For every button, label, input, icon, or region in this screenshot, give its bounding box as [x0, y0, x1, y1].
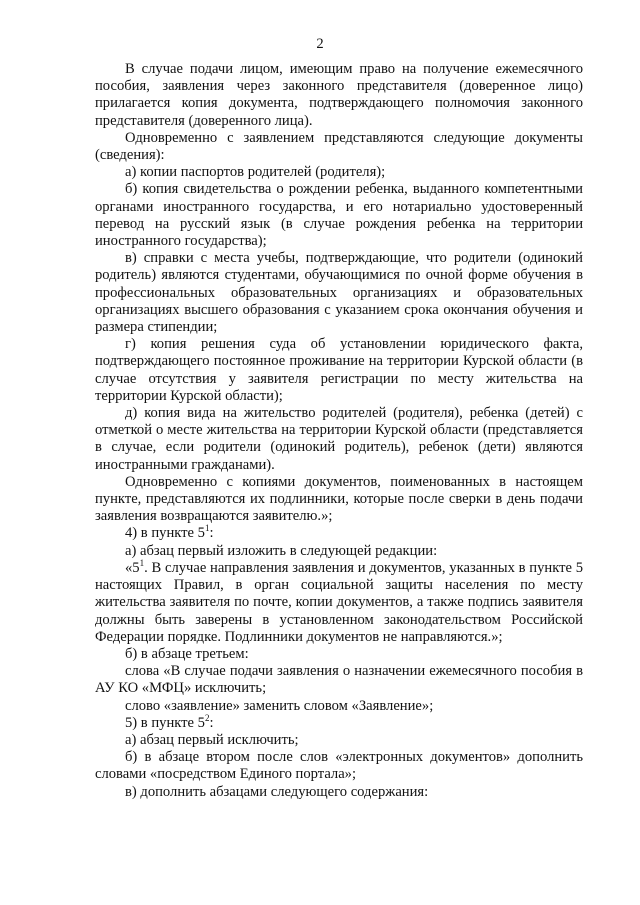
list-item: в) справки с места учебы, подтверждающие, что родители (одинокий родитель) являются студентами, обучающимися по очной форме обучения в профессиональных образовательных организациях и образовательных организациях высшего образования с указанием срока окончания обучения и размера стипендии; [95, 250, 583, 336]
amendment-subitem: б) в абзаце третьем: [125, 645, 249, 662]
amendment-subitem: а) абзац первый изложить в следующей редакции: [125, 542, 438, 559]
list-item: г) копия решения суда об установлении юридического факта, подтверждающего постоянное проживание на территории Курской области (в случае отсутствия у заявителя регистрации по месту жительства на территории Курской области); [95, 336, 583, 404]
paragraph: Одновременно с копиями документов, поименованных в настоящем пункте, представляются их подлинники, которые после сверки в день подачи заявления возвращаются заявителю.»; [95, 473, 583, 525]
list-item: б) копия свидетельства о рождении ребенка, выданного компетентными органами иностранного государства, и его нотариально удостоверенный перевод на русский язык (в случае рождения ребенка на территории иностранного государства); [95, 181, 583, 250]
quoted-new-text: «$5^1$. В случае направления заявления и документов, указанных в пункте 5 настоящих Правил, в орган социальной защиты населения по месту жительства заявителя по почте, копии документов, а также подпись заявителя должны быть заверены в установленном законодательством Российской Федерации порядке. Подлинники документов не направляются.»; [95, 558, 583, 645]
list-item: д) копия вида на жительство родителей (родителя), ребенка (детей) с отметкой о месте жительства на территории Курской области (представляется в случае, если родители (одинокий родитель), ребенок (дети) являются иностранными гражданами). [95, 405, 583, 473]
paragraph: Одновременно с заявлением представляются следующие документы (сведения): [95, 129, 583, 164]
list-item: а) копии паспортов родителей (родителя); [125, 164, 386, 181]
amendment-item-5: 5) в пункте $5^2$: [125, 712, 214, 731]
paragraph: слово «заявление» заменить словом «Заявление»; [125, 697, 434, 714]
amendment-subitem: в) дополнить абзацами следующего содержания: [125, 783, 429, 800]
amendment-subitem: а) абзац первый исключить; [125, 731, 299, 748]
amendment-item-4: 4) в пункте $5^1$: [125, 523, 214, 542]
document-body [95, 61, 583, 801]
paragraph: В случае подачи лицом, имеющим право на получение ежемесячного пособия, заявления через законного представителя (доверенное лицо) прилагается копия документа, подтверждающего полномочия законного представителя (доверенного лица). [95, 61, 583, 129]
paragraph: слова «В случае подачи заявления о назначении ежемесячного пособия в АУ КО «МФЦ» исключить; [95, 663, 583, 697]
amendment-subitem: б) в абзаце втором после слов «электронных документов» дополнить словами «посредством Единого портала»; [95, 749, 583, 783]
page-number: 2 [316, 36, 324, 52]
